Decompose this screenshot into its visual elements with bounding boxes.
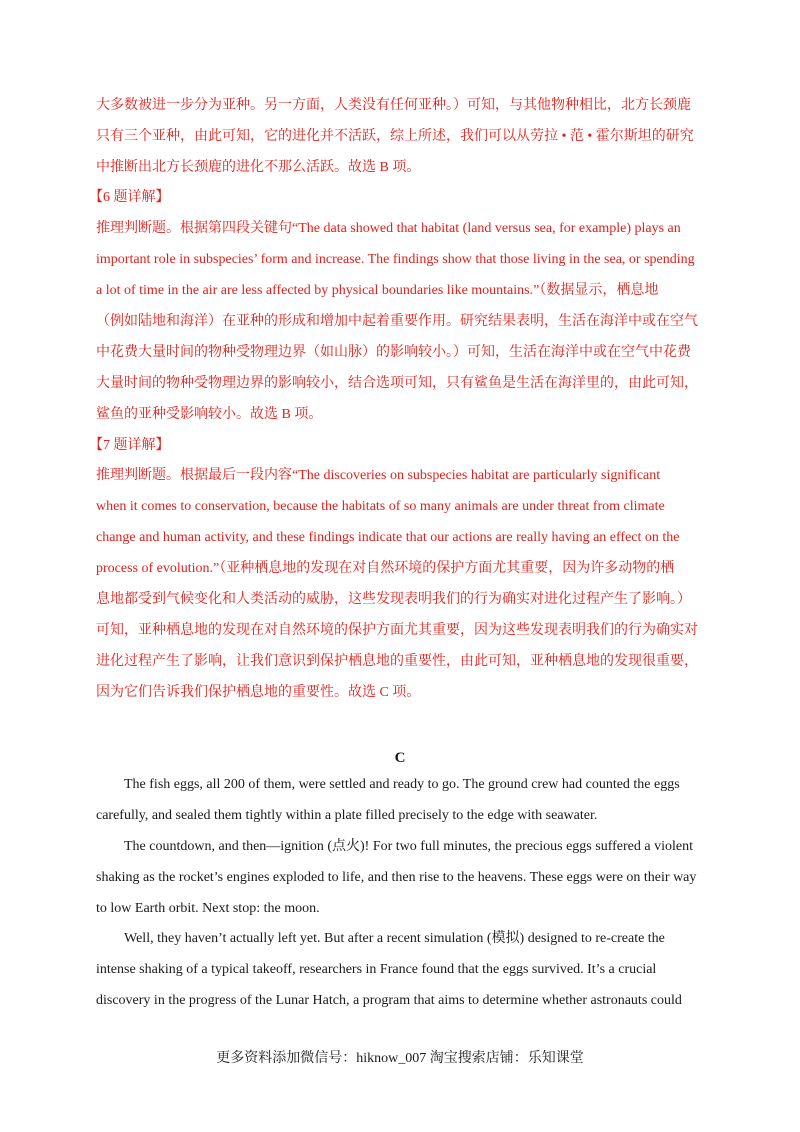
explanation-line: important role in subspecies’ form and increase. The findings show that those living in the sea, or spending: [96, 252, 695, 267]
passage-line: discovery in the progress of the Lunar Hatch, a program that aims to determine whether astronauts could: [96, 993, 682, 1008]
explanation-line: 只有三个亚种，由此可知，它的进化并不活跃，综上所述，我们可以从劳拉 • 范 • 霍尔斯坦的研究: [96, 129, 694, 144]
explanation-line: process of evolution.”（亚种栖息地的发现在对自然环境的保护方面尤其重要，因为许多动物的栖: [96, 561, 675, 576]
explanation-line: a lot of time in the air are less affected by physical boundaries like mountains.”（数据显示，栖息地: [96, 283, 659, 298]
explanation-line: change and human activity, and these findings indicate that our actions are really having an effect on the: [96, 530, 680, 545]
explanation-line: 推理判断题。根据第四段关键句“The data showed that habitat (land versus sea, for example) plays an: [96, 221, 681, 236]
explanation-line: 鲨鱼的亚种受影响较小。故选 B 项。: [96, 407, 323, 422]
explanation-line: 因为它们告诉我们保护栖息地的重要性。故选 C 项。: [96, 685, 421, 700]
passage-line: intense shaking of a typical takeoff, researchers in France found that the eggs survived. It’s a crucial: [96, 962, 657, 977]
explanation-line: 可知，亚种栖息地的发现在对自然环境的保护方面尤其重要，因为这些发现表明我们的行为确实对: [96, 623, 698, 638]
passage-line: The fish eggs, all 200 of them, were settled and ready to go. The ground crew had counted the eggs: [124, 777, 680, 792]
passage-title: C: [394, 750, 406, 766]
question-heading: 【6 题详解】: [89, 190, 170, 205]
explanation-line: 大多数被进一步分为亚种。另一方面，人类没有任何亚种。）可知，与其他物种相比，北方长颈鹿: [96, 98, 691, 113]
page-footer: 更多资料添加微信号：hiknow_007 淘宝搜索店铺：乐知课堂: [216, 1051, 584, 1066]
question-heading: 【7 题详解】: [89, 438, 170, 453]
passage-line: Well, they haven’t actually left yet. But after a recent simulation (模拟) designed to re-create the: [124, 931, 665, 946]
explanation-line: when it comes to conservation, because the habitats of so many animals are under threat from climate: [96, 499, 665, 514]
explanation-line: （例如陆地和海洋）在亚种的形成和增加中起着重要作用。研究结果表明，生活在海洋中或在空气: [96, 314, 698, 329]
explanation-line: 中推断出北方长颈鹿的进化不那么活跃。故选 B 项。: [96, 160, 421, 175]
explanation-line: 大量时间的物种受物理边界的影响较小，结合选项可知，只有鲨鱼是生活在海洋里的，由此可知，: [96, 376, 698, 391]
explanation-line: 进化过程产生了影响，让我们意识到保护栖息地的重要性，由此可知，亚种栖息地的发现很重要，: [96, 654, 698, 669]
passage-line: to low Earth orbit. Next stop: the moon.: [96, 901, 320, 916]
explanation-line: 推理判断题。根据最后一段内容“The discoveries on subspecies habitat are particularly significant: [96, 468, 661, 483]
passage-line: carefully, and sealed them tightly within a plate filled precisely to the edge with seawater.: [96, 808, 598, 823]
explanation-line: 中花费大量时间的物种受物理边界（如山脉）的影响较小。）可知，生活在海洋中或在空气中花费: [96, 345, 691, 360]
explanation-line: 息地都受到气候变化和人类活动的威胁，这些发现表明我们的行为确实对进化过程产生了影响。）: [96, 592, 691, 607]
passage-line: shaking as the rocket’s engines exploded to life, and then rise to the heavens. These eggs were on their way: [96, 870, 697, 885]
passage-line: The countdown, and then—ignition (点火)! For two full minutes, the precious eggs suffered a violent: [124, 839, 693, 854]
